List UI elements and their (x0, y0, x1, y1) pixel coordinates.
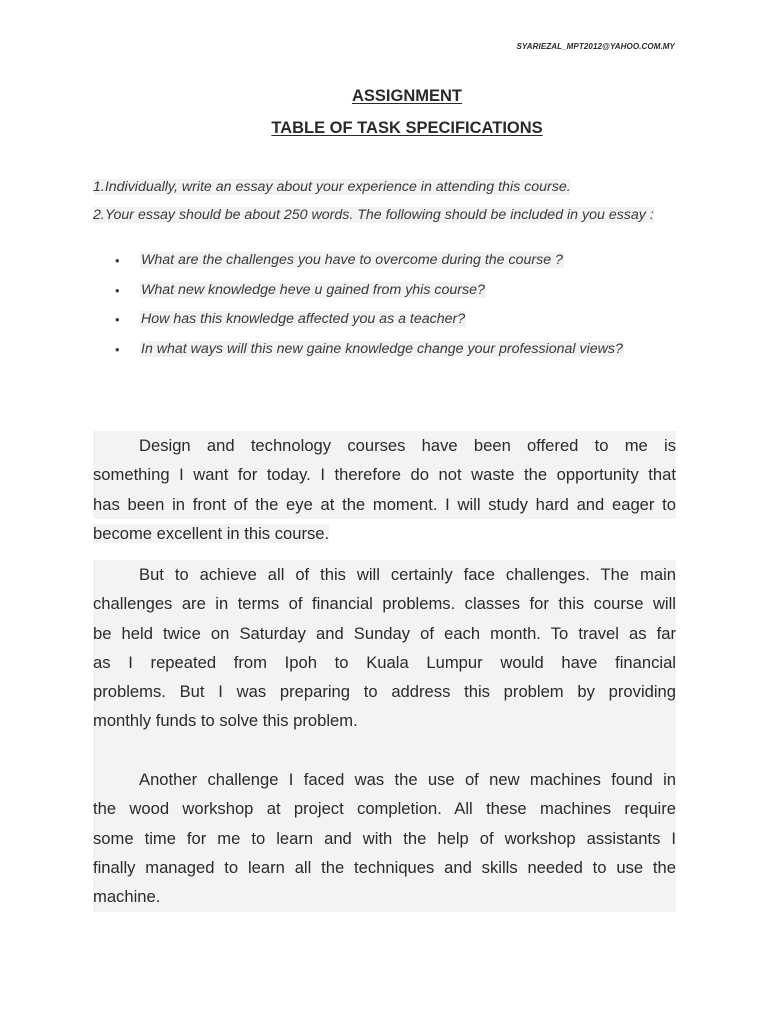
essay-paragraph-2 (93, 560, 676, 912)
list-item-text: How has this knowledge affected you as a teacher? (141, 311, 466, 328)
paragraph-line: But to achieve all of this will certainly face challenges. The main (139, 565, 676, 584)
paragraph-line-text: become excellent in this course. (93, 523, 330, 543)
list-item (93, 311, 676, 341)
assignment-subtitle: TABLE OF TASK SPECIFICATIONS (271, 119, 543, 137)
bullet-icon: • (115, 282, 120, 298)
list-item (93, 252, 676, 282)
paragraph-line: machine. (93, 887, 161, 907)
paragraph-line: some time for me to learn and with the help of workshop assistants I (93, 828, 676, 848)
paragraph-line: finally managed to learn all the techniques and skills needed to use the (93, 857, 676, 877)
assignment-title: ASSIGNMENT (351, 87, 462, 105)
paragraph-line (93, 519, 676, 548)
author-email: SYARIEZAL_MPT2012@YAHOO.COM.MY (516, 42, 675, 51)
essay-question-list (93, 252, 676, 371)
paragraph-line: problems. But I was preparing to address this problem by providing (93, 682, 676, 702)
paragraph-line: something I want for today. I therefore do not waste the opportunity that (93, 460, 676, 489)
list-item-text: What are the challenges you have to overcome during the course ? (141, 252, 563, 268)
paragraph-line: the wood workshop at project completion. All these machines require (93, 799, 676, 819)
paragraph-line: has been in front of the eye at the moment. I will study hard and eager to (93, 490, 676, 519)
task-instruction-1 (93, 179, 676, 196)
paragraph-line: as I repeated from Ipoh to Kuala Lumpur would have financial (93, 652, 676, 672)
paragraph-line: Design and technology courses have been offered to me is (93, 431, 676, 460)
list-item-text: In what ways will this new gaine knowledge change your professional views? (141, 341, 623, 358)
paragraph-line: challenges are in terms of financial problems. classes for this course will (93, 594, 676, 614)
list-item (93, 341, 676, 371)
paragraph-line: monthly funds to solve this problem. (93, 711, 358, 731)
list-item-text: What new knowledge heve u gained from yhis course? (141, 281, 485, 298)
paragraph-line: be held twice on Saturday and Sunday of each month. To travel as far (93, 623, 676, 643)
bullet-icon: • (115, 253, 120, 268)
paragraph-line: Another challenge I faced was the use of new machines found in (139, 770, 676, 790)
task-instruction-2 (93, 207, 676, 224)
list-item (93, 282, 676, 312)
bullet-icon: • (115, 312, 120, 328)
bullet-icon: • (115, 342, 120, 358)
task-instruction-2-text: 2.Your essay should be about 250 words. The following should be included in you essay : (93, 207, 654, 223)
essay-paragraph-1 (93, 431, 676, 548)
task-instruction-1-text: 1.Individually, write an essay about your experience in attending this course. (93, 179, 571, 195)
paragraph-spacer (93, 736, 676, 765)
